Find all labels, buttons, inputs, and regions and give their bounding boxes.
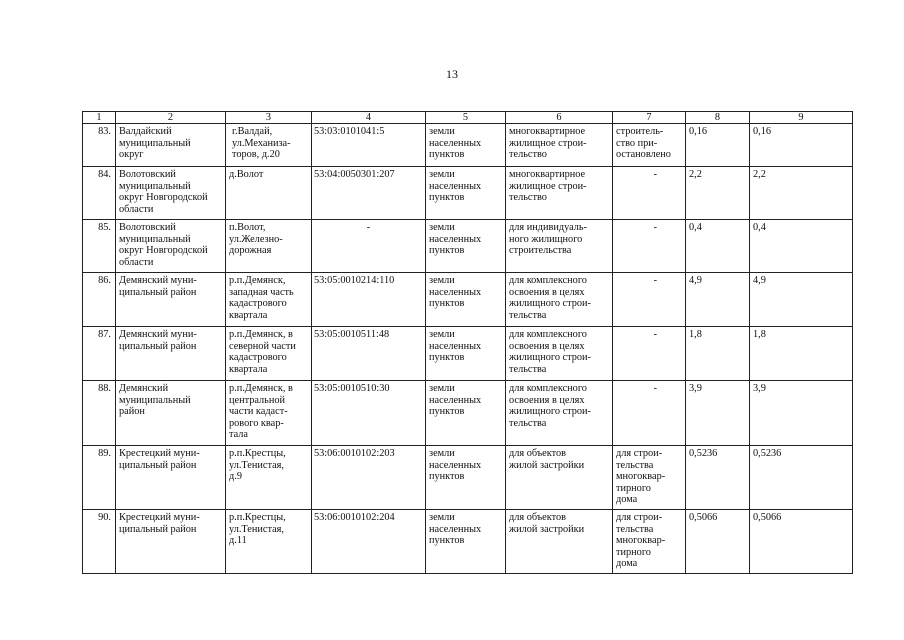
header-col-1: 1 bbox=[83, 112, 116, 124]
district-cell: Крестецкий муни- ципальный район bbox=[116, 446, 226, 510]
area-free-cell: 4,9 bbox=[750, 273, 853, 327]
location-cell: р.п.Крестцы, ул.Тенистая, д.11 bbox=[226, 510, 312, 574]
header-col-2: 2 bbox=[116, 112, 226, 124]
header-col-7: 7 bbox=[613, 112, 686, 124]
land-category-cell: земли населенных пунктов bbox=[426, 381, 506, 446]
header-col-6: 6 bbox=[506, 112, 613, 124]
row-number: 86. bbox=[83, 273, 116, 327]
row-number: 88. bbox=[83, 381, 116, 446]
status-cell: - bbox=[613, 273, 686, 327]
district-cell: Волотовский муниципальный округ Новгородской области bbox=[116, 167, 226, 220]
location-cell: р.п.Крестцы, ул.Тенистая, д.9 bbox=[226, 446, 312, 510]
header-row bbox=[83, 112, 853, 124]
area-free-cell: 0,5236 bbox=[750, 446, 853, 510]
row-number: 90. bbox=[83, 510, 116, 574]
cadastral-number-cell: 53:05:0010214:110 bbox=[312, 273, 426, 327]
area-free-cell: 1,8 bbox=[750, 327, 853, 381]
header-col-9: 9 bbox=[750, 112, 853, 124]
district-cell: Демянский муни- ципальный район bbox=[116, 327, 226, 381]
table-row bbox=[83, 327, 853, 381]
area-total-cell: 4,9 bbox=[686, 273, 750, 327]
location-cell: г.Валдай, ул.Механиза- торов, д.20 bbox=[226, 124, 312, 167]
permitted-use-cell: многоквартирное жилищное строи- тельство bbox=[506, 167, 613, 220]
area-free-cell: 0,5066 bbox=[750, 510, 853, 574]
permitted-use-cell: многоквартирное жилищное строи- тельство bbox=[506, 124, 613, 167]
table-row bbox=[83, 446, 853, 510]
cadastral-number-cell: 53:05:0010510:30 bbox=[312, 381, 426, 446]
land-plots-table bbox=[82, 111, 853, 574]
area-total-cell: 0,5066 bbox=[686, 510, 750, 574]
page-number: 13 bbox=[446, 67, 458, 81]
status-cell: для строи- тельства многоквар- тирного дома bbox=[613, 446, 686, 510]
cadastral-number-cell: 53:03:0101041:5 bbox=[312, 124, 426, 167]
row-number: 85. bbox=[83, 220, 116, 273]
table-header bbox=[83, 112, 853, 124]
area-free-cell: 2,2 bbox=[750, 167, 853, 220]
header-col-8: 8 bbox=[686, 112, 750, 124]
district-cell: Крестецкий муни- ципальный район bbox=[116, 510, 226, 574]
location-cell: п.Волот, ул.Железно- дорожная bbox=[226, 220, 312, 273]
area-total-cell: 0,16 bbox=[686, 124, 750, 167]
area-total-cell: 3,9 bbox=[686, 381, 750, 446]
table-body bbox=[83, 124, 853, 574]
location-cell: р.п.Демянск, в северной части кадастрового квартала bbox=[226, 327, 312, 381]
row-number: 83. bbox=[83, 124, 116, 167]
land-category-cell: земли населенных пунктов bbox=[426, 446, 506, 510]
permitted-use-cell: для индивидуаль- ного жилищного строительства bbox=[506, 220, 613, 273]
land-category-cell: земли населенных пунктов bbox=[426, 327, 506, 381]
location-cell: д.Волот bbox=[226, 167, 312, 220]
table-row bbox=[83, 220, 853, 273]
status-cell: для строи- тельства многоквар- тирного дома bbox=[613, 510, 686, 574]
area-total-cell: 1,8 bbox=[686, 327, 750, 381]
district-cell: Демянский муни- ципальный район bbox=[116, 273, 226, 327]
status-cell: строитель- ство при- остановлено bbox=[613, 124, 686, 167]
status-cell: - bbox=[613, 327, 686, 381]
table-row bbox=[83, 510, 853, 574]
row-number: 87. bbox=[83, 327, 116, 381]
table-row bbox=[83, 381, 853, 446]
land-category-cell: земли населенных пунктов bbox=[426, 220, 506, 273]
district-cell: Волотовский муниципальный округ Новгородской области bbox=[116, 220, 226, 273]
cadastral-number-cell: 53:04:0050301:207 bbox=[312, 167, 426, 220]
table-row bbox=[83, 167, 853, 220]
status-cell: - bbox=[613, 381, 686, 446]
table-row bbox=[83, 124, 853, 167]
district-cell: Валдайский муниципальный округ bbox=[116, 124, 226, 167]
area-free-cell: 0,16 bbox=[750, 124, 853, 167]
area-total-cell: 2,2 bbox=[686, 167, 750, 220]
cadastral-number-cell: 53:05:0010511:48 bbox=[312, 327, 426, 381]
area-total-cell: 0,4 bbox=[686, 220, 750, 273]
location-cell: р.п.Демянск, западная часть кадастрового квартала bbox=[226, 273, 312, 327]
permitted-use-cell: для комплексного освоения в целях жилищного строи- тельства bbox=[506, 273, 613, 327]
permitted-use-cell: для комплексного освоения в целях жилищного строи- тельства bbox=[506, 381, 613, 446]
location-cell: р.п.Демянск, в центральной части кадаст- рового квар- тала bbox=[226, 381, 312, 446]
header-col-5: 5 bbox=[426, 112, 506, 124]
land-category-cell: земли населенных пунктов bbox=[426, 273, 506, 327]
permitted-use-cell: для объектов жилой застройки bbox=[506, 510, 613, 574]
district-cell: Демянский муниципальный район bbox=[116, 381, 226, 446]
row-number: 89. bbox=[83, 446, 116, 510]
header-col-3: 3 bbox=[226, 112, 312, 124]
area-free-cell: 0,4 bbox=[750, 220, 853, 273]
cadastral-number-cell: 53:06:0010102:203 bbox=[312, 446, 426, 510]
cadastral-number-cell: 53:06:0010102:204 bbox=[312, 510, 426, 574]
header-col-4: 4 bbox=[312, 112, 426, 124]
land-category-cell: земли населенных пунктов bbox=[426, 124, 506, 167]
permitted-use-cell: для комплексного освоения в целях жилищного строи- тельства bbox=[506, 327, 613, 381]
status-cell: - bbox=[613, 167, 686, 220]
land-category-cell: земли населенных пунктов bbox=[426, 510, 506, 574]
row-number: 84. bbox=[83, 167, 116, 220]
cadastral-number-cell: - bbox=[312, 220, 426, 273]
status-cell: - bbox=[613, 220, 686, 273]
table-row bbox=[83, 273, 853, 327]
area-total-cell: 0,5236 bbox=[686, 446, 750, 510]
permitted-use-cell: для объектов жилой застройки bbox=[506, 446, 613, 510]
area-free-cell: 3,9 bbox=[750, 381, 853, 446]
land-category-cell: земли населенных пунктов bbox=[426, 167, 506, 220]
